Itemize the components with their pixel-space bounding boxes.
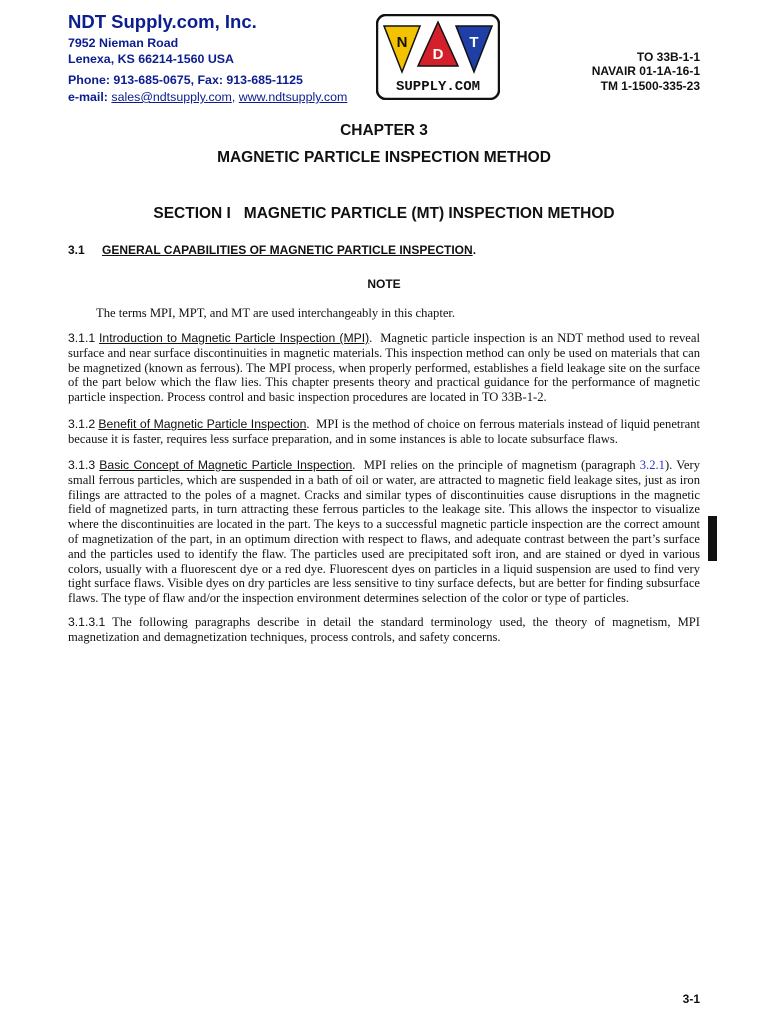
email-link[interactable]: sales@ndtsupply.com xyxy=(111,90,232,104)
section-3-1-period: . xyxy=(472,243,477,257)
paragraph-body: Magnetic particle inspection is an NDT method used to reveal surface and near surface discontinuities in magnetic materials. This inspection method can only be used on materials that can be magnetized (known as ferrous). The MPI process, when properly performed, establishes a field leakage site on the surface of the part below which the flaw lies. This chapter presents theory and practical guidance for the performance of magnetic particle inspection. Process control and basic inspection procedures are located in TO 33B-1-2. xyxy=(68,331,700,405)
note-heading: NOTE xyxy=(367,277,401,291)
paragraph-number: 3.1.3.1 xyxy=(68,615,106,629)
company-name: NDT Supply.com, Inc. xyxy=(68,11,257,32)
paragraph-body-start: MPI relies on the principle of magnetism (paragraph xyxy=(363,458,640,472)
logo-text: SUPPLY.COM xyxy=(395,79,481,95)
paragraph-3-1-1: 3.1.1 Introduction to Magnetic Particle Inspection (MPI). Magnetic particle inspection is an NDT method used to reveal surface and near surface discontinuities in magnetic materials. This inspection method can only be used on materials that can be magnetized (known as ferrous). The MPI process, when properly performed, establishes a field leakage site on the surface of the part below which the flaw lies. This chapter presents theory and practical guidance for the performance of magnetic particle inspection. Process control and basic inspection procedures are located in TO 33B-1-2. xyxy=(68,331,700,405)
logo-letter-d: D xyxy=(432,46,444,63)
page-number: 3-1 xyxy=(682,992,700,1006)
paragraph-3-1-3-1 xyxy=(68,615,700,645)
contact-separator: , xyxy=(231,90,239,104)
paragraph-body-end: ). Very small ferrous particles, which are suspended in a bath of oil or water, are attracted to magnetic field leakage sites, just as iron filings are attracted to the poles of a magnet. Cracks and similar types of discontinuities cause disruptions in the magnetic field of magnetized parts, in turn attracting these ferrous particles to the leakage site. This allows the inspector to visualize where the discontinuities are located in the part. The keys to a successful magnetic particle inspection are the correct amount of magnetization of the part, in an optimum direction with respect to flaws, and adequate contrast between the part’s surface and the particles used to identify the flaw. The particles used are precipitated soft iron, and are stained or dyed in various colors, usually with a fluorescent dye or a red dye. Fluorescent dyes on particles in a liquid suspension are used to find very tight surface flaws. Visible dyes on dry particles are less sensitive to tiny surface defects, but are better for finding subsurface flaws. The type of flaw and/or the inspection environment determines selection of the color or type of particles. xyxy=(68,458,700,606)
contact-line xyxy=(68,90,347,104)
address-line-2: Lenexa, KS 66214-1560 USA xyxy=(68,52,234,66)
paragraph-heading: Basic Concept of Magnetic Particle Inspection xyxy=(99,458,353,472)
doc-ref-tm: TM 1-1500-335-23 xyxy=(600,79,700,93)
phone-fax-line: Phone: 913-685-0675, Fax: 913-685-1125 xyxy=(68,73,303,87)
section-title: SECTION I MAGNETIC PARTICLE (MT) INSPECTION METHOD xyxy=(153,205,615,222)
paragraph-number: 3.1.3 xyxy=(68,458,96,472)
address-line-1: 7952 Nieman Road xyxy=(68,36,179,50)
doc-ref-to: TO 33B-1-1 xyxy=(636,50,700,64)
paragraph-body: The following paragraphs describe in detail the standard terminology used, the theory of magnetism, MPI magnetization and demagnetization techniques, process controls, and safety concerns. xyxy=(68,615,700,644)
website-link[interactable]: www.ndtsupply.com xyxy=(238,90,348,104)
email-label: e-mail: xyxy=(68,90,112,104)
section-3-1-heading xyxy=(68,243,476,257)
paragraph-body: MPI is the method of choice on ferrous materials instead of liquid penetrant because it is faster, requires less surface preparation, and in some instances is able to locate subsurface flaws. xyxy=(68,417,700,446)
paragraph-link-3-2-1[interactable]: 3.2.1 xyxy=(639,458,665,472)
logo-letter-n: N xyxy=(396,34,408,51)
paragraph-3-1-3: 3.1.3 Basic Concept of Magnetic Particle Inspection. MPI relies on the principle of magnetism (paragraph 3.2.1). Very small ferrous particles, which are suspended in a bath of oil or water, are attracted to magnetic field leakage sites, just as iron filings are attracted to the poles of a magnet. Cracks and similar types of discontinuities cause disruptions in the magnetic field of magnetized parts, in turn attracting these ferrous particles to the leakage site. This allows the inspector to visualize where the discontinuities are located in the part. The keys to a successful magnetic particle inspection are the correct amount of magnetization of the part, in an optimum direction with respect to flaws, and adequate contrast between the part’s surface and the particles used to identify the flaw. The particles used are precipitated soft iron, and are stained or dyed in various colors, usually with a fluorescent dye or a red dye. Fluorescent dyes on particles in a liquid suspension are used to find very tight surface flaws. Visible dyes on dry particles are less sensitive to tiny surface defects, but are better for finding subsurface flaws. The type of flaw and/or the inspection environment determines selection of the color or type of particles. xyxy=(68,458,700,606)
paragraph-number: 3.1.1 xyxy=(68,331,96,345)
change-bar xyxy=(708,516,717,561)
doc-ref-navair: NAVAIR 01-1A-16-1 xyxy=(591,64,700,78)
ndt-supply-logo xyxy=(376,14,500,100)
paragraph-heading: Benefit of Magnetic Particle Inspection xyxy=(98,417,307,431)
chapter-title: MAGNETIC PARTICLE INSPECTION METHOD xyxy=(217,149,551,166)
logo-letter-t: T xyxy=(469,34,479,51)
paragraph-3-1-2: 3.1.2 Benefit of Magnetic Particle Inspection. MPI is the method of choice on ferrous materials instead of liquid penetrant because it is faster, requires less surface preparation, and in some instances is able to locate subsurface flaws. xyxy=(68,417,700,446)
chapter-number: CHAPTER 3 xyxy=(340,122,428,139)
note-text: The terms MPI, MPT, and MT are used interchangeably in this chapter. xyxy=(96,306,456,320)
paragraph-number: 3.1.2 xyxy=(68,417,96,431)
paragraph-heading: Introduction to Magnetic Particle Inspection (MPI) xyxy=(99,331,370,345)
section-3-1-number: 3.1 xyxy=(68,243,85,257)
section-3-1-title: GENERAL CAPABILITIES OF MAGNETIC PARTICLE INSPECTION xyxy=(102,243,473,257)
